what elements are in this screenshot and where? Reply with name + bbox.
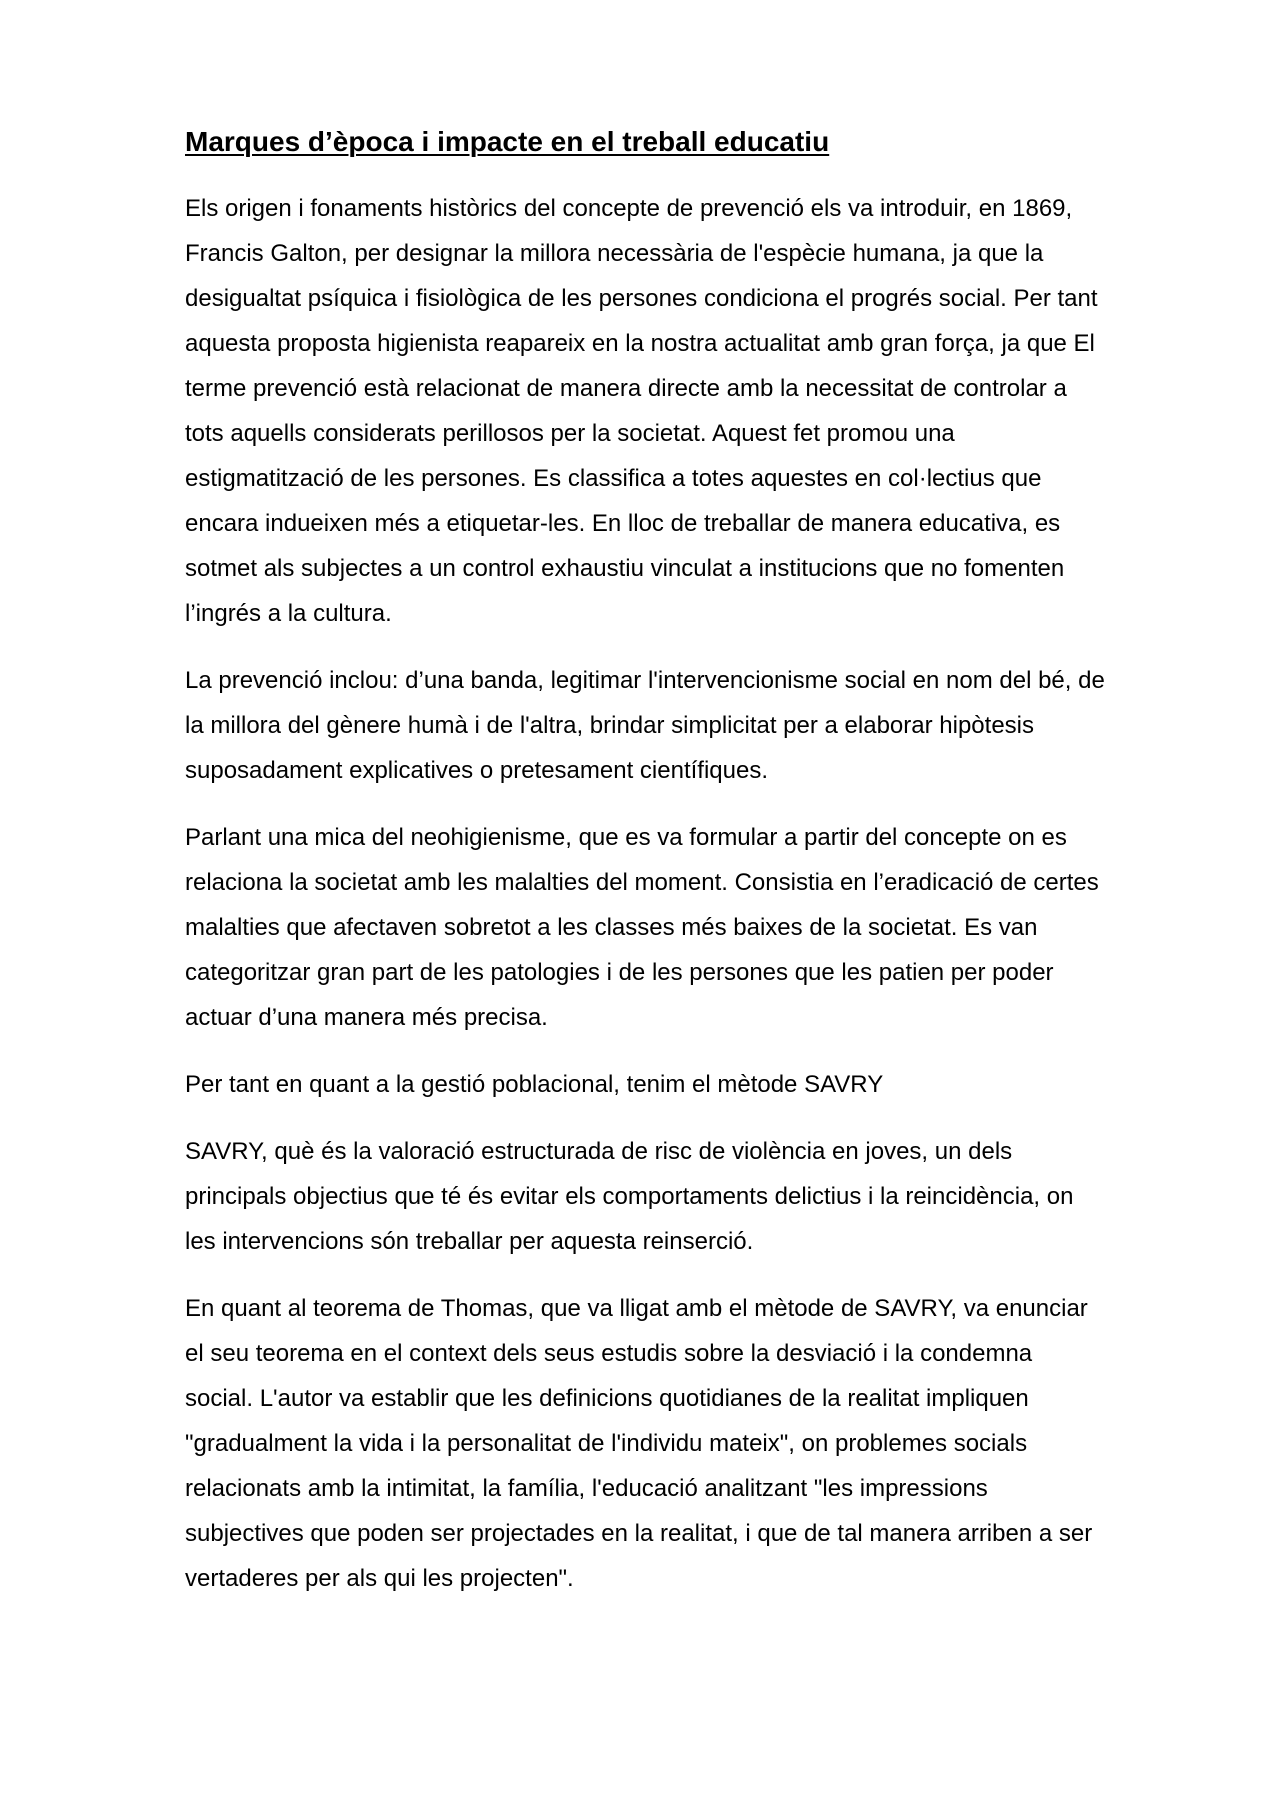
paragraph-neohygienism: Parlant una mica del neohigienisme, que es va formular a partir del concepte on es relaciona la societat amb les malalties del moment. Consistia en l’eradicació de certes malalties que afectaven sobretot a les classes més baixes de la societat. Es van categoritzar gran part de les patologies i de les persones que les patien per poder actuar d’una manera més precisa. [185, 824, 1099, 1031]
document-title: Marques d’època i impacte en el treball educatiu [185, 126, 830, 157]
paragraph-thomas-theorem: En quant al teorema de Thomas, que va lligat amb el mètode de SAVRY, va enunciar el seu teorema en el context dels seus estudis sobre la desviació i la condemna social. L'autor va establir que les definicions quotidianes de la realitat impliquen "gradualment la vida i la personalitat de l'individu mateix", on problemes socials relacionats amb la intimitat, la família, l'educació analitzant "les impressions subjectives que poden ser projectades en la realitat, i que de tal manera arriben a ser vertaderes per als qui les projecten". [185, 1295, 1093, 1592]
paragraph-origins: Els origen i fonaments històrics del concepte de prevenció els va introduir, en 1869, Francis Galton, per designar la millora necessària de l'espècie humana, ja que la desigualtat psíquica i fisiològica de les persones condiciona el progrés social. Per tant aquesta proposta higienista reapareix en la nostra actualitat amb gran força, ja que El terme prevenció està relacionat de manera directe amb la necessitat de controlar a tots aquells considerats perillosos per la societat. Aquest fet promou una estigmatització de les persones. Es classifica a totes aquestes en col·lectius que encara indueixen més a etiquetar-les. En lloc de treballar de manera educativa, es sotmet als subjectes a un control exhaustiu vinculat a institucions que no fomenten l’ingrés a la cultura. [185, 195, 1098, 627]
document-page [185, 118, 1105, 1623]
paragraph-savry: SAVRY, què és la valoració estructurada de risc de violència en joves, un dels principals objectius que té és evitar els comportaments delictius i la reincidència, on les intervencions són treballar per aquesta reinserció. [185, 1138, 1074, 1255]
paragraph-population-management: Per tant en quant a la gestió poblacional, tenim el mètode SAVRY [185, 1071, 884, 1098]
paragraph-prevention: La prevenció inclou: d’una banda, legitimar l'intervencionisme social en nom del bé, de la millora del gènere humà i de l'altra, brindar simplicitat per a elaborar hipòtesis suposadament explicatives o pretesament científiques. [185, 667, 1105, 784]
